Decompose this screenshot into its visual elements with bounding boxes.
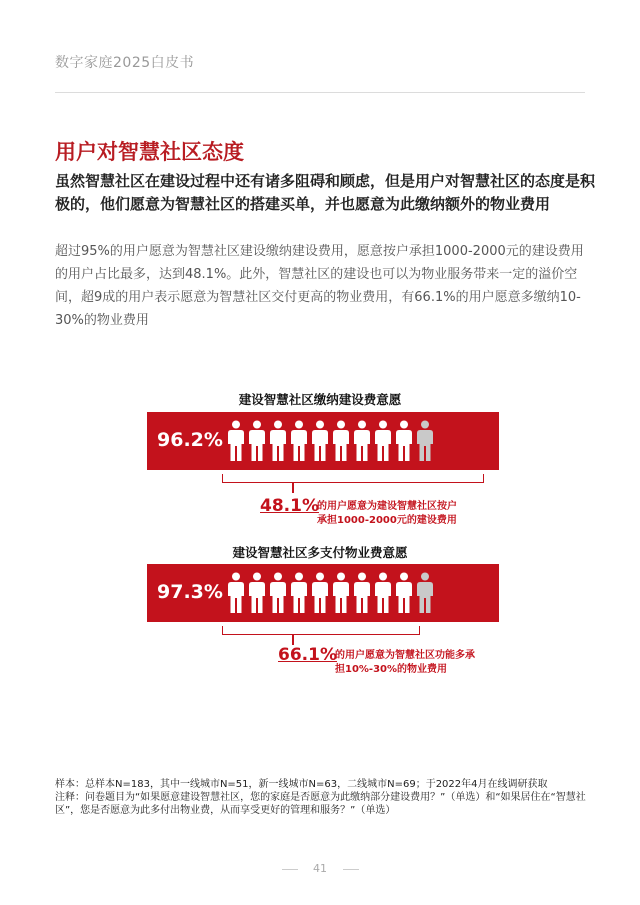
- section-title: 用户对智慧社区态度: [55, 140, 244, 164]
- person-icon: [249, 420, 265, 462]
- person-icon: [333, 420, 349, 462]
- person-icon: [228, 420, 244, 462]
- infographic-2-banner: [147, 564, 499, 622]
- infographic-1-callout-line-1: 的用户愿意为建设智慧社区按户: [317, 501, 457, 512]
- infographic-1-callout-percent: 48.1%: [260, 496, 319, 516]
- sample-note: 样本：总样本N=183，其中一线城市N=51，新一线城市N=63，二线城市N=69；于2022年4月在线调研获取: [55, 779, 548, 790]
- infographic-1-people: [228, 420, 433, 462]
- infographic-2-title: 建设智慧社区多支付物业费意愿: [232, 545, 408, 560]
- person-icon: [354, 420, 370, 462]
- person-icon: [375, 572, 391, 614]
- document-header-title: 数字家庭2025白皮书: [55, 55, 195, 71]
- person-icon: [354, 572, 370, 614]
- question-note: 注释：问卷题目为“如果愿意建设智慧社区，您的家庭是否愿意为此缴纳部分建设费用？”（单选）和“如果居住在“智慧社区”，您是否愿意为此多付出物业费，从而享受更好的管理和服务？”（单选）: [55, 792, 586, 816]
- infographic-2-bracket-tick: [292, 635, 294, 645]
- infographic-1-callout-line-2: 承担1000-2000元的建设费用: [317, 515, 457, 526]
- footnotes: [55, 778, 605, 817]
- person-icon: [333, 572, 349, 614]
- person-icon: [270, 572, 286, 614]
- infographic-2-callout-line-1: 的用户愿意为智慧社区功能多承: [335, 650, 475, 661]
- page-number-row: [0, 862, 640, 875]
- section-body: 超过95%的用户愿意为智慧社区建设缴纳建设费用，愿意按户承担1000-2000元的建设费用的用户占比最多，达到48.1%。此外，智慧社区的建设也可以为物业服务带来一定的溢价空间，超9成的用户表示愿意为智慧社区交付更高的物业费用，有66.1%的用户愿意多缴纳10-30%的物业费用: [55, 244, 584, 328]
- page-number-dash-left: [282, 869, 298, 870]
- person-icon: [417, 572, 433, 614]
- person-icon: [417, 420, 433, 462]
- person-icon: [291, 572, 307, 614]
- person-icon: [396, 572, 412, 614]
- infographic-2-callout-text: [335, 649, 525, 677]
- page-number: 41: [313, 862, 327, 875]
- infographic-2-callout-line-2: 担10%-30%的物业费用: [335, 664, 448, 675]
- infographic-2-people: [228, 572, 433, 614]
- person-icon: [312, 420, 328, 462]
- person-icon: [249, 572, 265, 614]
- infographic-1-bracket: [222, 474, 484, 483]
- person-icon: [375, 420, 391, 462]
- page-number-dash-right: [343, 869, 359, 870]
- person-icon: [312, 572, 328, 614]
- infographic-2-bracket: [222, 626, 420, 635]
- infographic-1-banner: [147, 412, 499, 470]
- infographic-2-percent: 97.3%: [157, 581, 223, 603]
- person-icon: [270, 420, 286, 462]
- infographic-1-callout-text: [317, 500, 507, 528]
- person-icon: [228, 572, 244, 614]
- person-icon: [291, 420, 307, 462]
- header-divider: [55, 92, 585, 93]
- person-icon: [396, 420, 412, 462]
- section-lead: 虽然智慧社区在建设过程中还有诸多阻碍和顾虑，但是用户对智慧社区的态度是积极的，他们愿意为智慧社区的搭建买单，并也愿意为此缴纳额外的物业费用: [55, 172, 596, 213]
- infographic-2-callout-percent: 66.1%: [278, 645, 337, 665]
- infographic-1-title: 建设智慧社区缴纳建设费意愿: [238, 392, 402, 407]
- infographic-1-bracket-tick: [292, 483, 294, 493]
- infographic-1-percent: 96.2%: [157, 429, 223, 451]
